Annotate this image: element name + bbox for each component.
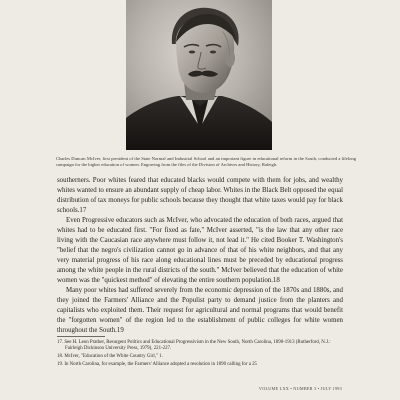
portrait-engraving: [126, 0, 272, 150]
footnotes: [57, 340, 343, 369]
footnote: 19. In North Carolina, for example, the Farmers' Alliance adopted a resolution in 1890 calling for a 25: [57, 361, 257, 367]
running-foot: VOLUME LXX • NUMBER 3 • JULY 1993: [258, 386, 342, 391]
footnote: 17. See H. Leon Prather, Resurgent Politics and Educational Progressivism in the New South, North Carolina, 1890-1913 (Rutherford, N.J.: Fairleigh Dickinson University Press, 1979), 221-227.: [57, 340, 331, 352]
figure-caption: Charles Duncan McIver, first president of the State Normal and Industrial School and an important figure in educational reform in the South, conducted a lifelong campaign for the higher education of women. Engraving from the files of the Division of Archives and History, Raleigh.: [56, 156, 356, 168]
body-paragraph: Even Progressive educators such as McIver, who advocated the education of both races, argued that whites had to be educated first. "For fixed as fate," McIver asserted, "is the law that any other race living with the Caucasian race anywhere must follow it, not lead it." He cited Booker T. Washington's "belief that the negro's civilization cannot go in advance of that of his white neighbors, and that any very material progress of his race along educational lines must be preceded by educational progress among the white people in the rural districts of the south." McIver believed that the education of white women was the "quickest method" of elevating the entire southern population.18: [57, 217, 343, 284]
article-body: [57, 176, 343, 336]
footnote-divider: [57, 336, 105, 337]
portrait-image: [126, 0, 272, 150]
body-paragraph: southerners. Poor whites feared that educated blacks would compete with them for jobs, and wealthy whites wanted to ensure an abundant supply of cheap labor. Whites in the Black Belt opposed the equal distribution of tax moneys for public schools because they thought that white taxes would pay for black schools.17: [57, 177, 343, 214]
footnote: 18. McIver, "Education of the White Country Girl," 1.: [57, 354, 163, 359]
body-paragraph: Many poor whites had suffered severely from the economic depression of the 1870s and 1880s, and they joined the Farmers' Alliance and the Populist party to demand justice from the planters and capitalists who exploited them. Their request for agricultural and normal programs that would benefit the "forgotten women" of the region led to the establishment of public colleges for white women throughout the South.19: [57, 287, 343, 334]
